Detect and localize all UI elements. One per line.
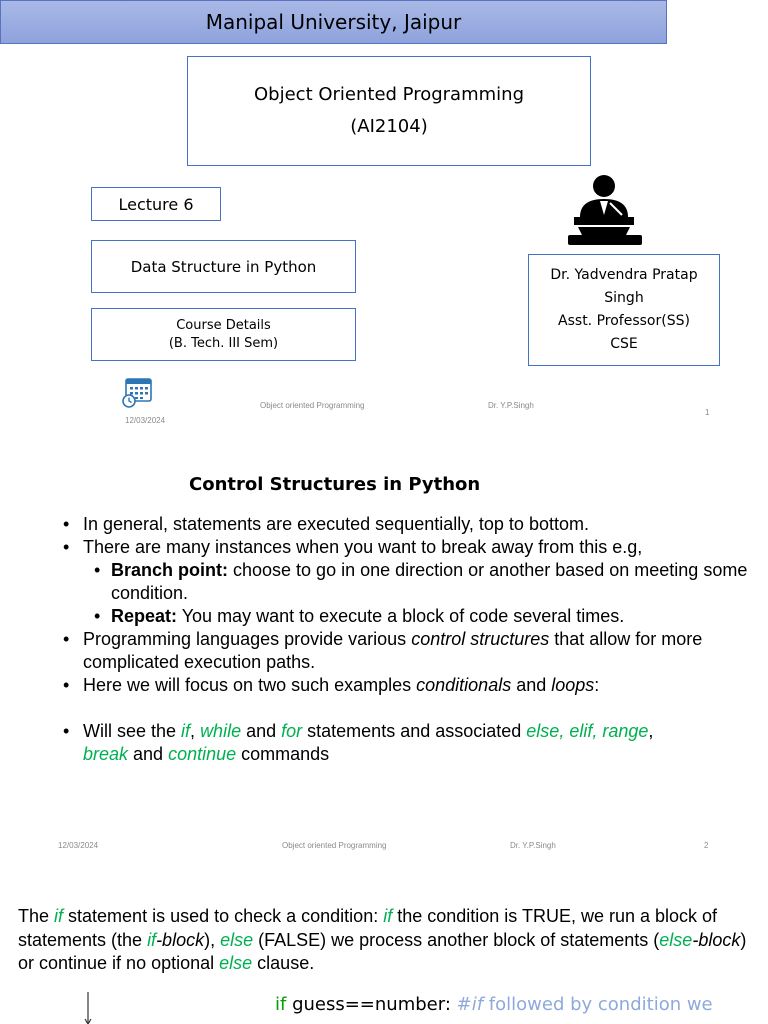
course-title-box	[187, 56, 591, 166]
instructor-name: Dr. Yadvendra Pratap Singh	[550, 267, 698, 306]
slide-title: Control Structures in Python	[189, 474, 481, 495]
course-details-box	[91, 308, 356, 361]
course-title: Object Oriented Programming	[254, 84, 524, 105]
list-item: • Branch point: choose to go in one direction or another based on meeting some condition.	[58, 559, 758, 605]
if-statement-paragraph: The if statement is used to check a condition: if the condition is TRUE, we run a block of statements (the if-block), else (FALSE) we process another block of statements (else-block) or continue if no optional else clause.	[18, 906, 747, 973]
list-item: • There are many instances when you want to break away from this e.g,	[58, 536, 758, 559]
footer-course: Object oriented Programming	[282, 841, 387, 850]
details-line-2: (B. Tech. III Sem)	[168, 335, 279, 351]
footer-date: 12/03/2024	[58, 841, 99, 850]
bullet-list	[58, 513, 758, 766]
list-item: • Here we will focus on two such examples conditionals and loops:	[58, 674, 758, 697]
list-item: • Programming languages provide various control structures that allow for more complicated execution paths.	[58, 628, 758, 674]
banner-title: Manipal University, Jaipur	[205, 10, 462, 34]
topic-label: Data Structure in Python	[130, 257, 317, 276]
footer-date: 12/03/2024	[125, 416, 166, 425]
course-code: (AI2104)	[350, 116, 428, 137]
speaker-at-podium-icon	[566, 173, 644, 247]
instructor-dept: CSE	[610, 336, 638, 352]
list-item: • Repeat: You may want to execute a block of code several times.	[58, 605, 758, 628]
page-number: 1	[705, 408, 710, 417]
topic-box	[91, 240, 356, 293]
footer-author: Dr. Y.P.Singh	[510, 841, 556, 850]
instructor-title: Asst. Professor(SS)	[558, 313, 690, 329]
lecture-box	[91, 187, 221, 221]
list-item: • In general, statements are executed sequentially, top to bottom.	[58, 513, 758, 536]
slide-1	[0, 0, 768, 425]
instructor-box	[528, 254, 720, 366]
page-number: 2	[704, 841, 709, 850]
code-line: if guess==number: #if followed by condition we	[275, 994, 713, 1015]
details-line-1: Course Details	[176, 317, 271, 333]
arrow-down-icon	[82, 992, 94, 1024]
list-item: • Will see the if, while and for statements and associated else, elif, range, break and continue commands	[58, 720, 758, 766]
calendar-clock-icon	[121, 376, 153, 408]
lecture-label: Lecture 6	[118, 194, 194, 214]
footer-author: Dr. Y.P.Singh	[488, 401, 534, 410]
university-banner	[0, 0, 667, 44]
footer-course: Object oriented Programming	[260, 401, 365, 410]
